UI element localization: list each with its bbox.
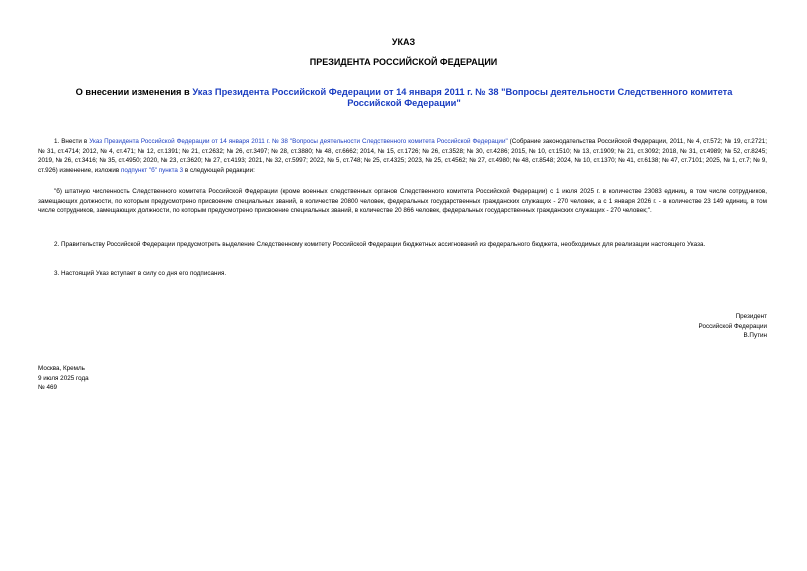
paragraph-2: 2. Правительству Российской Федерации предусмотреть выделение Следственному комитету Российской Федерации бюджетных ассигнований из федерального бюджета, необходимых для реализации настоящего Указа. (54, 241, 706, 248)
issuer-heading: ПРЕЗИДЕНТА РОССИЙСКОЙ ФЕДЕРАЦИИ (309, 57, 498, 67)
title-prefix: О внесении изменения в (75, 87, 193, 97)
doc-type-heading: УКАЗ (391, 37, 416, 47)
paragraph-1-prefix: 1. Внести в (54, 138, 90, 145)
paragraph-1-decree-link[interactable]: Указ Президента Российской Федерации от 14 января 2011 г. № 38 "Вопросы деятельности Следственного комитета Российской Федерации" (89, 138, 508, 145)
paragraph-1-suffix: в следующей редакции: (183, 167, 255, 175)
title-decree-link[interactable]: Указ Президента Российской Федерации от 14 января 2011 г. № 38 "Вопросы деятельности Следственного комитета Российской Федерации" (192, 87, 733, 108)
place-city: Москва, Кремль (38, 365, 85, 372)
signature-name: В.Путин (743, 332, 767, 340)
signature-block (567, 312, 767, 341)
paragraph-1 (38, 137, 767, 176)
place-date-block (38, 364, 238, 393)
paragraph-1-middle: (Собрание законодательства Российской Федерации, 2011, № 4, ст.572; № 19, ст.2721; № 31, ст.4714; 2012, № 4, ст.471; № 12, ст.1391; № 21, ст.2632; № 26, ст.3497; № 28, ст.3880; № 48, ст.6662; 2014, № 15, ст.1726; № 26, ст.3528; № 30, ст.4286; 2015, № 10, ст.1510; № 13, ст.1909; № 21, ст.3092; 2018, № 31, ст.4989; № 52, ст.8245; 2019, № 26, ст.3416; № 35, ст.4950; 2020, № 23, ст.3620; № 27, ст.4193; 2021, № 32, ст.5997; 2022, № 5, ст.748; № 25, ст.4325; 2023, № 25, ст.4562; № 27, ст.4980; № 48, ст.8548; 2024, № 10, ст.1370; № 41, ст.6138; № 47, ст.7101; 2025, № 1, ст.7; № 9, ст.926) изменение, изложив (38, 138, 768, 175)
signature-position: Президент (735, 313, 767, 320)
document-title (52, 87, 756, 109)
subparagraph-link[interactable]: подпункт "б" пункта 3 (120, 167, 184, 175)
quoted-amendment: "б) штатную численность Следственного комитета Российской Федерации (кроме военных следственных органов Следственного комитета Российской Федерации) с 1 июля 2025 г. в количестве 23083 единиц, в том числе сотрудников, замещающих должности, по которым предусмотрено присвоение специальных званий, в количестве 20800 человек, федеральных государственных гражданских служащих - 270 человек, а с 1 января 2026 г. - в количестве 23 149 единиц, в том числе сотрудников, замещающих должности, по которым предусмотрено присвоение специальных званий, в количестве 20 866 человек, федеральных государственных гражданских служащих - 270 человек;". (38, 188, 767, 215)
signature-country: Российской Федерации (698, 322, 767, 330)
place-date: 9 июля 2025 года (38, 374, 89, 382)
paragraph-3: 3. Настоящий Указ вступает в силу со дня его подписания. (54, 270, 227, 277)
document-number: № 469 (38, 384, 58, 392)
